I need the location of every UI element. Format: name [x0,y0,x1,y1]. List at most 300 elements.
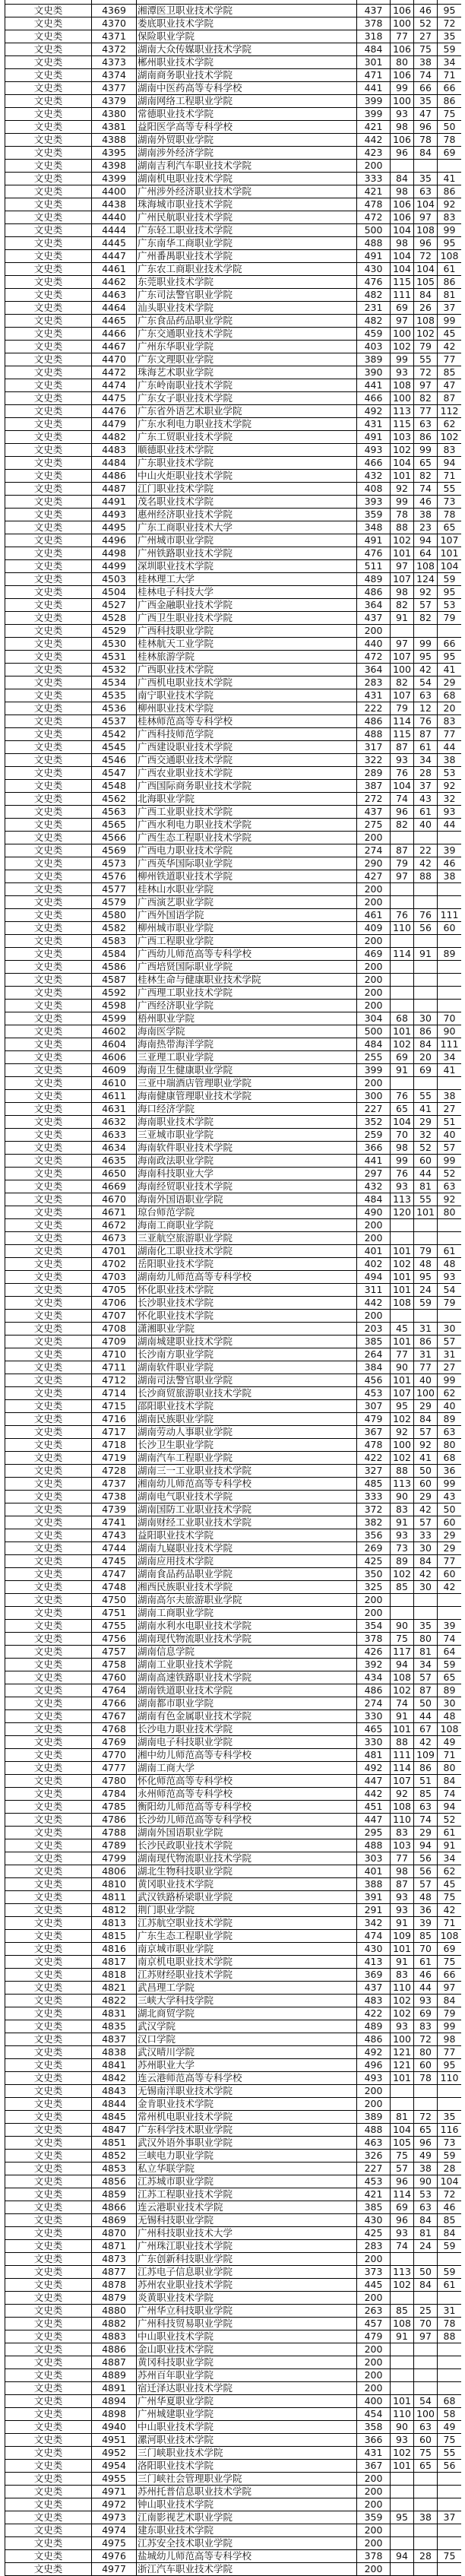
table-row [5,315,461,328]
table-row [5,2007,461,2020]
school-code-cell: 4563 [91,806,136,819]
math-score-cell: 42 [413,1503,437,1516]
math-score-cell [413,1219,437,1232]
total-score-cell: 200 [356,2382,390,2395]
school-code-cell: 4474 [91,379,136,392]
school-code-cell: 4565 [91,819,136,832]
total-score-cell: 400 [356,2395,390,2408]
chinese-score-cell [390,2498,413,2511]
school-name-cell: 江苏工程职业技术学院 [136,2188,356,2201]
category-cell: 文史类 [5,1503,91,1516]
school-name-cell: 湖南现代物流职业技术学院 [136,1852,356,1865]
total-score-cell: 300 [356,1090,390,1103]
english-score-cell: 104 [437,560,461,573]
total-score-cell: 325 [356,1581,390,1594]
school-code-cell: 4716 [91,1413,136,1426]
chinese-score-cell: 108 [390,379,413,392]
english-score-cell: 48 [437,1710,461,1723]
total-score-cell: 295 [356,1827,390,1839]
category-cell: 文史类 [5,715,91,728]
school-name-cell: 荆门职业学院 [136,1904,356,1917]
school-name-cell: 三门峡职业技术学院 [136,2447,356,2460]
math-score-cell: 42 [413,1568,437,1581]
total-score-cell: 200 [356,2537,390,2550]
category-cell: 文史类 [5,43,91,56]
math-score-cell: 52 [413,17,437,30]
category-cell: 文史类 [5,1219,91,1232]
math-score-cell: 46 [413,496,437,509]
table-row [5,1827,461,1839]
table-row [5,1969,461,1982]
school-name-cell: 广西职业技术学院 [136,664,356,676]
table-row [5,1348,461,1361]
school-code-cell: 4767 [91,1710,136,1723]
chinese-score-cell: 102 [390,2447,413,2460]
chinese-score-cell: 77 [390,1852,413,1865]
category-cell: 文史类 [5,806,91,819]
chinese-score-cell: 114 [390,948,413,961]
chinese-score-cell: 90 [390,1620,413,1633]
school-code-cell: 4878 [91,2279,136,2292]
chinese-score-cell [390,2098,413,2111]
english-score-cell: 79 [437,2007,461,2020]
math-score-cell: 79 [413,341,437,353]
math-score-cell: 30 [413,1542,437,1555]
english-score-cell: 97 [437,1982,461,1995]
category-cell: 文史类 [5,2524,91,2537]
chinese-score-cell: 93 [390,1904,413,1917]
table-row [5,1529,461,1542]
table-row [5,1491,461,1503]
total-score-cell: 500 [356,224,390,237]
school-name-cell: 柳州职业技术学院 [136,702,356,715]
english-score-cell: 86 [437,95,461,108]
chinese-score-cell: 108 [390,2318,413,2330]
english-score-cell: 46 [437,857,461,870]
school-code-cell: 4566 [91,832,136,844]
school-name-cell: 湖南幼儿师范高等专科学校 [136,1271,356,1284]
english-score-cell: 61 [437,2279,461,2292]
math-score-cell: 87 [413,1684,437,1697]
table-row [5,211,461,224]
total-score-cell: 200 [356,2356,390,2369]
category-cell: 文史类 [5,1038,91,1051]
school-code-cell: 4728 [91,1465,136,1478]
school-code-cell: 4371 [91,30,136,43]
category-cell: 文史类 [5,418,91,431]
total-score-cell: 511 [356,560,390,573]
category-cell: 文史类 [5,2240,91,2253]
total-score-cell: 303 [356,1852,390,1865]
school-code-cell: 4546 [91,754,136,767]
table-row [5,1814,461,1827]
total-score-cell: 200 [356,974,390,987]
math-score-cell: 96 [413,121,437,134]
table-row [5,2563,461,2576]
english-score-cell: 57 [437,1142,461,1155]
math-score-cell: 81 [413,1180,437,1193]
english-score-cell: 59 [437,2240,461,2253]
math-score-cell: 42 [413,664,437,676]
category-cell: 文史类 [5,883,91,896]
table-row [5,2408,461,2421]
english-score-cell [437,625,461,638]
english-score-cell: 30 [437,1697,461,1710]
school-name-cell: 衡阳幼儿师范高等专科学校 [136,1801,356,1814]
total-score-cell: 484 [356,1038,390,1051]
total-score-cell: 373 [356,2266,390,2279]
category-cell: 文史类 [5,2550,91,2563]
category-cell: 文史类 [5,2124,91,2137]
english-score-cell: 95 [437,2059,461,2072]
total-score-cell: 421 [356,121,390,134]
math-score-cell: 25 [413,2305,437,2318]
school-code-cell: 4598 [91,1000,136,1012]
total-score-cell: 432 [356,1180,390,1193]
school-name-cell: 怀化职业技术学院 [136,1284,356,1297]
school-code-cell: 4766 [91,1697,136,1710]
category-cell: 文史类 [5,2227,91,2240]
total-score-cell: 333 [356,173,390,185]
school-code-cell: 4866 [91,2201,136,2214]
category-cell: 文史类 [5,599,91,612]
math-score-cell: 84 [413,2214,437,2227]
math-score-cell: 55 [413,353,437,366]
school-name-cell: 娄底职业技术学院 [136,17,356,30]
table-row [5,987,461,1000]
school-name-cell: 广西国际商务职业技术学院 [136,780,356,793]
school-name-cell: 湘潭医卫职业技术学院 [136,5,356,17]
table-row [5,780,461,793]
total-score-cell: 457 [356,2318,390,2330]
math-score-cell [413,987,437,1000]
chinese-score-cell: 93 [390,754,413,767]
school-code-cell: 4817 [91,1956,136,1969]
math-score-cell: 63 [413,689,437,702]
english-score-cell: 60 [437,1568,461,1581]
chinese-score-cell [390,832,413,844]
school-name-cell: 湖南涉外经济学院 [136,147,356,160]
chinese-score-cell: 101 [390,1723,413,1736]
chinese-score-cell: 78 [390,509,413,521]
category-cell: 文史类 [5,1671,91,1684]
total-score-cell: 465 [356,1723,390,1736]
english-score-cell: 44 [437,819,461,832]
total-score-cell: 399 [356,95,390,108]
total-score-cell: 422 [356,1452,390,1465]
school-name-cell: 长沙商贸旅游职业技术学院 [136,1387,356,1400]
chinese-score-cell: 97 [390,638,413,651]
english-score-cell: 78 [437,134,461,147]
table-row [5,263,461,276]
table-row [5,1684,461,1697]
math-score-cell: 50 [413,1465,437,1478]
english-score-cell: 85 [437,366,461,379]
table-row [5,1878,461,1891]
school-name-cell: 苏州农业职业技术学院 [136,2279,356,2292]
school-name-cell: 中山职业技术学院 [136,2421,356,2434]
category-cell: 文史类 [5,586,91,599]
math-score-cell: 95 [413,1271,437,1284]
english-score-cell: 28 [437,2163,461,2175]
table-row [5,870,461,883]
school-name-cell: 珠海城市职业技术学院 [136,198,356,211]
english-score-cell: 65 [437,521,461,534]
table-row [5,1620,461,1633]
math-score-cell: 60 [413,1478,437,1491]
table-row [5,1594,461,1607]
english-score-cell [437,2498,461,2511]
school-name-cell: 广东创新科技职业学院 [136,2253,356,2266]
school-code-cell: 4894 [91,2395,136,2408]
total-score-cell: 200 [356,1594,390,1607]
table-row [5,392,461,405]
total-score-cell: 274 [356,844,390,857]
math-score-cell: 108 [413,224,437,237]
category-cell: 文史类 [5,935,91,948]
chinese-score-cell [390,160,413,173]
chinese-score-cell: 111 [390,289,413,302]
category-cell: 文史类 [5,1982,91,1995]
english-score-cell: 79 [437,1297,461,1310]
school-name-cell: 惠州经济职业技术学院 [136,509,356,521]
school-name-cell: 常州机电职业技术学院 [136,2111,356,2124]
school-name-cell: 中山火炬职业技术学院 [136,470,356,483]
school-name-cell: 武汉外语外事职业学院 [136,2137,356,2150]
math-score-cell: 85 [413,1788,437,1801]
school-code-cell: 4757 [91,1646,136,1659]
table-row [5,289,461,302]
chinese-score-cell [390,935,413,948]
school-code-cell: 4380 [91,108,136,121]
school-name-cell: 广西卫生职业技术学院 [136,612,356,625]
school-code-cell: 4635 [91,1155,136,1168]
table-row [5,1917,461,1930]
chinese-score-cell: 101 [390,1374,413,1387]
category-cell: 文史类 [5,1297,91,1310]
english-score-cell: 43 [437,1491,461,1503]
chinese-score-cell: 115 [390,276,413,289]
english-score-cell: 89 [437,948,461,961]
math-score-cell: 84 [413,2279,437,2292]
chinese-score-cell: 110 [390,1982,413,1995]
table-row [5,1310,461,1323]
english-score-cell: 111 [437,909,461,922]
school-name-cell: 中山职业技术学院 [136,2330,356,2343]
english-score-cell [437,1000,461,1012]
math-score-cell: 28 [413,767,437,780]
school-name-cell: 海南热带海洋学院 [136,1038,356,1051]
math-score-cell [413,2085,437,2098]
chinese-score-cell: 99 [390,82,413,95]
chinese-score-cell: 76 [390,1168,413,1180]
school-name-cell: 湖北商贸学院 [136,2007,356,2020]
english-score-cell: 49 [437,1736,461,1749]
category-cell: 文史类 [5,2563,91,2576]
total-score-cell: 478 [356,1439,390,1452]
chinese-score-cell [390,2292,413,2305]
table-row [5,2033,461,2046]
english-score-cell [437,896,461,909]
english-score-cell: 80 [437,1439,461,1452]
school-name-cell: 湖南信息学院 [136,1646,356,1659]
english-score-cell: 52 [437,1168,461,1180]
category-cell: 文史类 [5,69,91,82]
school-code-cell: 4877 [91,2266,136,2279]
math-score-cell: 81 [413,2227,437,2240]
math-score-cell: 57 [413,1878,437,1891]
chinese-score-cell: 113 [390,2266,413,2279]
table-row [5,599,461,612]
english-score-cell [437,1077,461,1090]
school-name-cell: 湖南网络工程职业学院 [136,95,356,108]
school-name-cell: 湖南吉利汽车职业技术学院 [136,160,356,173]
category-cell: 文史类 [5,1684,91,1697]
school-code-cell: 4952 [91,2447,136,2460]
school-name-cell: 连云港职业技术学院 [136,2201,356,2214]
math-score-cell: 99 [413,444,437,457]
table-row [5,2175,461,2188]
math-score-cell: 12 [413,702,437,715]
category-cell: 文史类 [5,2292,91,2305]
table-row [5,328,461,341]
total-score-cell: 469 [356,948,390,961]
school-name-cell: 广东食品药品职业学院 [136,315,356,328]
english-score-cell: 75 [437,2550,461,2563]
english-score-cell: 83 [437,211,461,224]
table-row [5,2240,461,2253]
english-score-cell: 72 [437,2188,461,2201]
school-name-cell: 广州城建职业学院 [136,2408,356,2421]
total-score-cell: 264 [356,1348,390,1361]
category-cell: 文史类 [5,1917,91,1930]
table-row [5,1478,461,1491]
category-cell: 文史类 [5,1762,91,1775]
table-row [5,1865,461,1878]
school-code-cell: 4799 [91,1852,136,1865]
math-score-cell: 66 [413,82,437,95]
category-cell: 文史类 [5,1025,91,1038]
school-name-cell: 桂林航天工业学院 [136,638,356,651]
category-cell: 文史类 [5,1904,91,1917]
math-score-cell: 65 [413,2460,437,2473]
category-cell: 文史类 [5,1284,91,1297]
school-name-cell: 桂林电子科技大学 [136,586,356,599]
math-score-cell: 84 [413,1413,437,1426]
table-row [5,728,461,741]
math-score-cell [413,2292,437,2305]
math-score-cell: 27 [413,30,437,43]
chinese-score-cell [390,2486,413,2498]
english-score-cell: 52 [437,1814,461,1827]
category-cell: 文史类 [5,625,91,638]
category-cell: 文史类 [5,1827,91,1839]
math-score-cell: 70 [413,1943,437,1956]
math-score-cell: 29 [413,1491,437,1503]
table-row [5,2434,461,2447]
total-score-cell: 441 [356,1155,390,1168]
school-code-cell: 4770 [91,1749,136,1762]
chinese-score-cell: 93 [390,1529,413,1542]
table-row [5,1943,461,1956]
school-code-cell: 4445 [91,237,136,250]
chinese-score-cell: 92 [390,483,413,496]
table-row [5,1323,461,1336]
category-cell: 文史类 [5,1413,91,1426]
school-name-cell: 私立华联学院 [136,2163,356,2175]
math-score-cell: 76 [413,715,437,728]
school-code-cell: 4743 [91,1529,136,1542]
total-score-cell: 275 [356,819,390,832]
school-name-cell: 琼台师范学院 [136,1206,356,1219]
chinese-score-cell: 100 [390,1439,413,1452]
category-cell: 文史类 [5,793,91,806]
table-row [5,909,461,922]
chinese-score-cell [390,987,413,1000]
table-row [5,1129,461,1142]
chinese-score-cell: 105 [390,2137,413,2150]
math-score-cell: 29 [413,1400,437,1413]
total-score-cell: 333 [356,1491,390,1503]
table-row [5,379,461,392]
category-cell: 文史类 [5,560,91,573]
category-cell: 文史类 [5,250,91,263]
chinese-score-cell [390,1594,413,1607]
table-row [5,534,461,547]
school-code-cell: 4582 [91,922,136,935]
chinese-score-cell: 91 [390,1710,413,1723]
table-row [5,224,461,237]
math-score-cell: 82 [413,470,437,483]
category-cell: 文史类 [5,1206,91,1219]
category-cell: 文史类 [5,1852,91,1865]
english-score-cell: 108 [437,1723,461,1736]
chinese-score-cell: 110 [390,922,413,935]
english-score-cell [437,1232,461,1245]
school-code-cell: 4708 [91,1323,136,1336]
math-score-cell: 84 [413,1038,437,1051]
chinese-score-cell: 45 [390,1323,413,1336]
total-score-cell: 485 [356,1478,390,1491]
english-score-cell: 75 [437,1891,461,1904]
math-score-cell: 31 [413,1348,437,1361]
english-score-cell: 61 [437,1827,461,1839]
chinese-score-cell: 91 [390,1956,413,1969]
school-name-cell: 广州番禺职业技术学院 [136,250,356,263]
table-row [5,1000,461,1012]
school-code-cell: 4586 [91,961,136,974]
school-name-cell: 炎黄职业技术学院 [136,2292,356,2305]
school-code-cell: 4853 [91,2163,136,2175]
category-cell: 文史类 [5,1051,91,1064]
total-score-cell: 447 [356,1775,390,1788]
english-score-cell: 95 [437,651,461,664]
math-score-cell: 34 [413,1659,437,1671]
math-score-cell: 44 [413,1710,437,1723]
school-name-cell: 广西科技师范学院 [136,728,356,741]
chinese-score-cell: 101 [390,470,413,483]
total-score-cell: 200 [356,1310,390,1323]
total-score-cell: 364 [356,599,390,612]
math-score-cell: 54 [413,676,437,689]
school-code-cell: 4789 [91,1839,136,1852]
school-name-cell: 江南影视艺术职业学院 [136,2511,356,2524]
table-row [5,2382,461,2395]
english-score-cell: 34 [437,56,461,69]
school-code-cell: 4569 [91,844,136,857]
math-score-cell: 77 [413,405,437,418]
school-code-cell: 4712 [91,1374,136,1387]
